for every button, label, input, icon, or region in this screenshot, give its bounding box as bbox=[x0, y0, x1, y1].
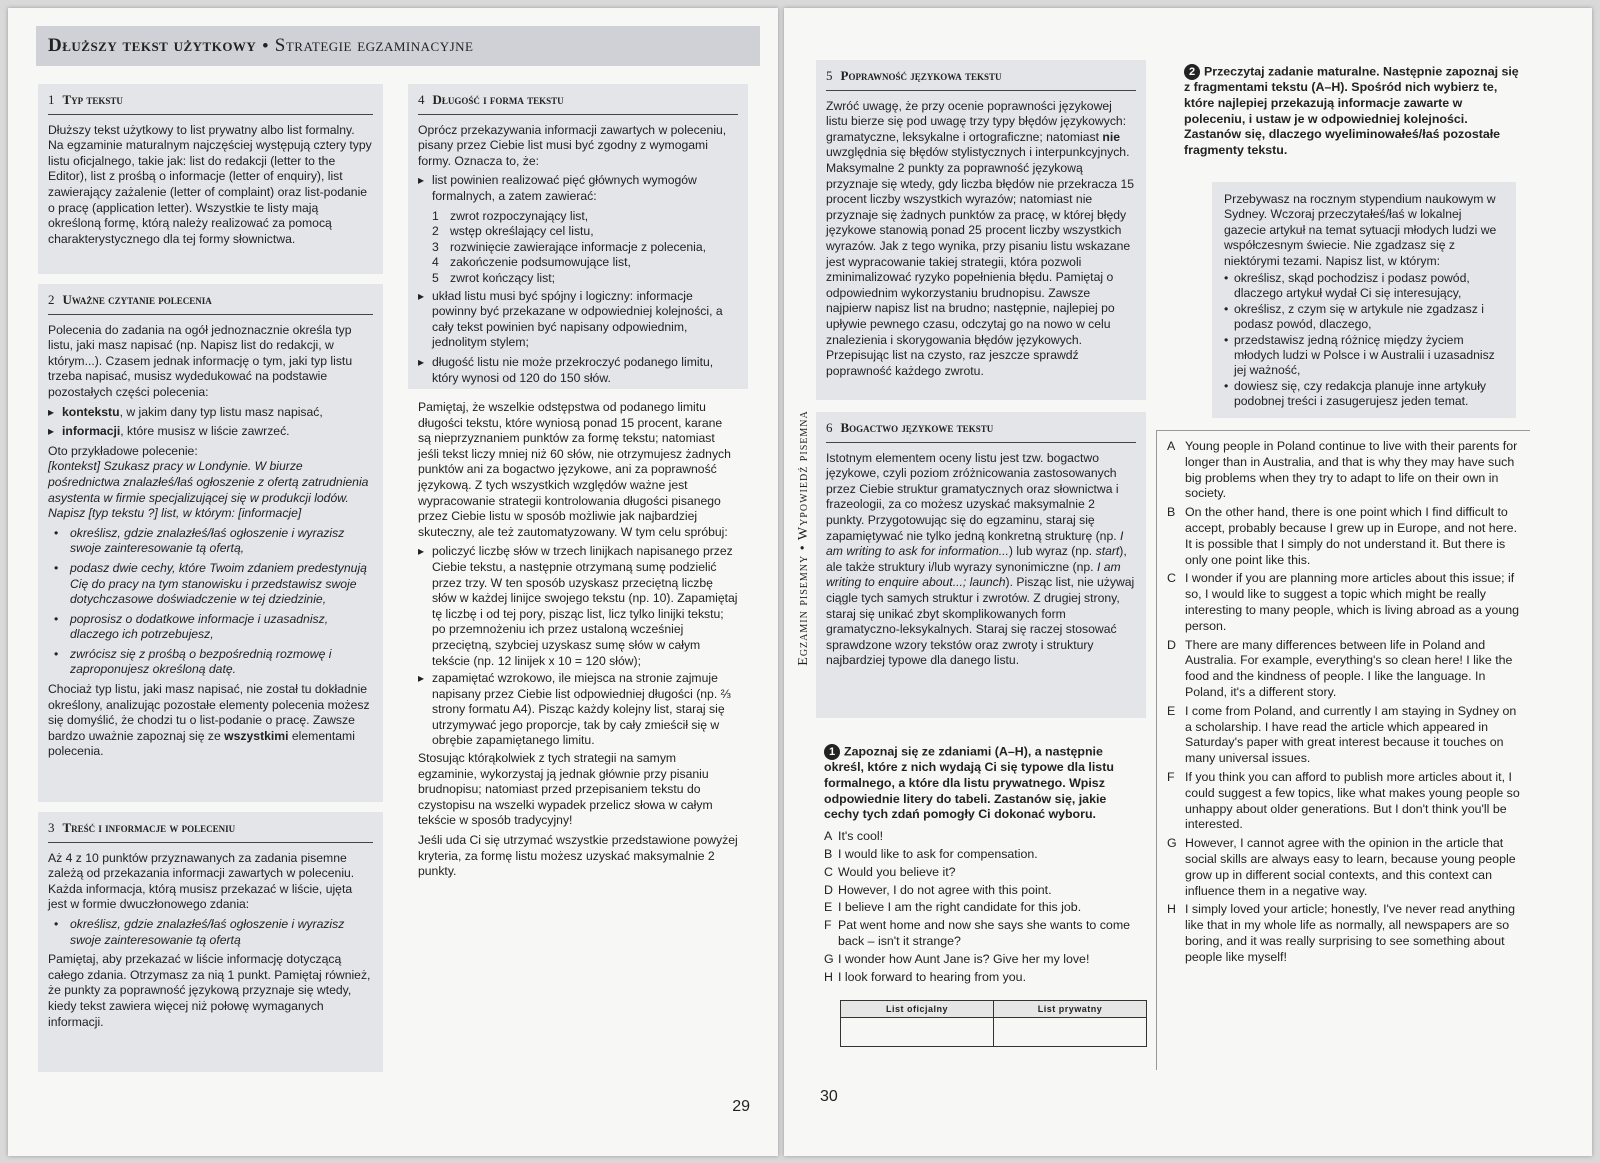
sentence-item: G I wonder how Aunt Jane is? Give her my love! bbox=[824, 951, 1090, 966]
form-requirement: 3 rozwinięcie zawierające informacje z polecenia, bbox=[432, 239, 707, 254]
answer-cell-private[interactable] bbox=[994, 1018, 1147, 1047]
fragment-item: F If you think you can afford to publish more articles about it, I could suggest a few topics, like what makes young people so unhappy about older generations. But I don't think you'll be interested. bbox=[1167, 769, 1520, 832]
exam-task-bullet: • określisz, skąd pochodzisz i podasz powód, dlaczego artykuł wydał Ci się interesujący, bbox=[1224, 271, 1504, 302]
table-header-official: List oficjalny bbox=[841, 1001, 994, 1018]
section-4-item: ▸ list powinien realizować pięć głównych wymogów formalnych, a zatem zawierać: bbox=[418, 173, 738, 204]
fragment-item: A Young people in Poland continue to live with their parents for longer than in Australia, and that is why they may have such big problems when they try to adapt to life on their own in society. bbox=[1167, 439, 1518, 501]
section-2-conclusion: Chociaż typ listu, jaki masz napisać, nie został tu dokładnie określony, analizując pozostałe elementy polecenia możesz się domyślić, że chodzi tu o list-podanie o pracę. Zawsze bardzo uważnie zapoznaj się ze wszystkimi elementami polecenia. bbox=[48, 682, 370, 759]
section-1-text: Dłuższy tekst użytkowy to list prywatny albo list formalny. Na egzaminie maturalnym najczęściej występują cztery typy listu oficjalnego, takie jak: list do redakcji (letter to the Editor), list z prośbą o informacje (letter of enquiry), list zawierający zażalenie (letter of complaint) oraz list-podanie o pracę (application letter). Wszystkie te listy mają określoną formę, którą należy realizować za pomocą charakterystycznego dla tej formy słownictwa. bbox=[48, 122, 372, 246]
left-page bbox=[8, 8, 778, 1156]
section-5-title: 5 Poprawność językowa tekstu bbox=[826, 60, 1136, 91]
section-2-text: Polecenia do zadania na ogół jednoznacznie określa typ listu, jaki masz napisać (np. Napisz list do redakcji, w którym...). Czasem jednak informację o tym, jaki typ listu trzeba napisać, musisz wydedukować na podstawie pozostałych części polecenia: bbox=[48, 322, 353, 399]
exam-task-bullet: • określisz, z czym się w artykule nie zgadzasz i podasz powód, dlaczego, bbox=[1224, 302, 1504, 333]
section-6-title: 6 Bogactwo językowe tekstu bbox=[826, 412, 1136, 443]
form-requirement: 5 zwrot kończący list; bbox=[432, 270, 555, 285]
sentence-item: F Pat went home and now she says she wants to come back – isn't it strange? bbox=[824, 918, 1131, 949]
form-requirement: 2 wstęp określający cel listu, bbox=[432, 224, 594, 239]
page-number: 29 bbox=[732, 1098, 750, 1115]
length-strategies-text: Pamiętaj, że wszelkie odstępstwa od podanego limitu długości tekstu, które wyniosą ponad 15 procent, karane są nieprzyznaniem punktów za formę tekstu; natomiast jeśli tekst liczy mniej niż 60 słów, nie otrzymujesz żadnych punktów ani za bogactwo językowe, ani za poprawność językową. Z tych wszystkich względów ważne jest wypracowanie strategii kontrolowania długości pisanego przez Ciebie listu w sposób możliwie jak najbardziej skuteczny, ale też zautomatyzowany. W tym celu spróbuj: ▸ policzyć liczbę słów w trzech linijkach napisanego przez Ciebie tekstu, a następnie otrzymaną sumę podzielić przez trzy. W ten sposób uzyskasz przeciętną liczbę słów w każdej linijce swojego tekstu (np. 10). Zapamiętaj tę liczbę i od tej pory, pisząc list, licz tylko linijki tekstu; po przemnożeniu ich przez ustaloną wcześniej przeciętną, szybciej uzyskasz sumę słów w całym tekście (np. 12 linijek x 10 = 120 słów); ▸ zapamiętać wzrokowo, ile miejsca na stronie zajmuje napisany przez Ciebie list odpowiedniej długości (np. ⅔ strony formatu A4). Pisząc każdy kolejny list, staraj się utrzymywać jego proporcje, tak by cały zmieścił się w obrębie zapamiętanego limitu. Stosując którąkolwiek z tych strategii na samym egzaminie, wykorzystaj ją jednak głównie przy pisaniu brudnopisu; natomiast przed przepisaniem tekstu do czystopisu na wszelki wypadek przelicz słowa w całym tekście w sposób tradycyjny! Jeśli uda Ci się utrzymać wszystkie przedstawione powyżej kryteria, za formę listu możesz uzyskać maksymalnie 2 punkty. bbox=[418, 400, 738, 880]
task-1-instruction: 1 Zapoznaj się ze zdaniami (A–H), a następnie określ, które z nich wydają Ci się typowe dla listu formalnego, a które dla listu prywatnego. Wpisz odpowiednie litery do tabeli. Zastanów się, jakie cechy tych zdań pomogły Ci dokonać wyboru. bbox=[824, 744, 1114, 822]
table-header-private: List prywatny bbox=[994, 1001, 1147, 1018]
sentence-item: C Would you believe it? bbox=[824, 864, 956, 879]
fragment-item: D There are many differences between life in Poland and Australia. For example, everything's so clean here! I like the food and the kindness of people. I like the language. In Poland, it's a different story. bbox=[1167, 637, 1513, 699]
example-bullet: • podasz dwie cechy, które Twoim zdaniem predestynują Cię do pracy na tym stanowisku i przedstawisz swoje dotychczasowe doświadczenie w tej dziedzinie, bbox=[48, 561, 373, 608]
page-header bbox=[36, 26, 760, 66]
form-requirement: 1 zwrot rozpoczynający list, bbox=[432, 208, 589, 223]
fragment-item: H I simply loved your article; honestly, I've never read anything like that in my whole life as normally, all newspapers are so boring, and it was really surprising to see something about people like myself! bbox=[1167, 902, 1515, 964]
section-3-text-2: Pamiętaj, aby przekazać w liście informację dotyczącą całego zdania. Otrzymasz za nią 1 punkt. Pamiętaj również, że punkty za poprawność językową przyznaje się wtedy, kiedy tekst zawiera więcej niż połowę wymaganych informacji. bbox=[48, 952, 371, 1029]
section-6-box bbox=[816, 412, 1146, 718]
section-5-text: Zwróć uwagę, że przy ocenie poprawności językowej listu bierze się pod uwagę trzy typy błędów językowych: gramatyczne, leksykalne i ortograficzne; natomiast nie uwzględnia się błędów stylistycznych i interpunkcyjnych. Maksymalne 2 punkty za poprawność językową przyznaje się wtedy, gdy liczba błędów nie przekracza 15 procent liczby wszystkich wyrazów; natomiast nie przyznaje się żadnych punktów za pracę, w której błędy językowe stanowią ponad 25 procent liczby wszystkich wyrazów. Jak z tego wynika, przy pisaniu listu wskazane jest wypracowanie takiej strategii, która pozwoli zminimalizować ryzyko popełnienia błędu. Pamiętaj o odpowiednim wykorzystaniu brudnopisu. Zawsze najpierw napisz list na brudno; następnie, najlepiej po upływie pewnego czasu, odczytaj go na nowo w celu znalezienia i skorygowania błędów językowych. Przepisując list na czysto, raz jeszcze sprawdź poprawność każdego zwrotu. bbox=[826, 98, 1135, 378]
section-4-title: 4 Długość i forma tekstu bbox=[418, 84, 738, 115]
header-title: Dłuższy tekst użytkowy bbox=[48, 35, 257, 56]
task-1 bbox=[824, 744, 1144, 987]
section-5-box bbox=[816, 60, 1146, 400]
section-1-title: 1 Typ tekstu bbox=[48, 84, 373, 115]
section-6-text: Istotnym elementem oceny listu jest tzw. bogactwo językowe, czyli poziom zróżnicowania zastosowanych przez Ciebie struktur gramatycznych oraz słownictwa i frazeologii, za co możesz uzyskać maksymalnie 2 punkty. Przygotowując się do egzaminu, staraj się zapamiętywać nie tylko jedną konkretną strukturę (np. I am writing to ask for information...) lub wyraz (np. start), ale także struktury i/lub wyrazy synonimiczne (np. I am writing to enquire about...; launch). Pisząc list, nie używaj ciągle tych samych struktur i zwrotów. Z drugiej strony, staraj się unikać zbyt skomplikowanych form gramatyczno-leksykalnych. Staraj się raczej stosować sprawdzone wzory tekstów oraz zwroty i struktury najbardziej typowe dla danego listu. bbox=[826, 450, 1135, 668]
section-2-box bbox=[38, 284, 383, 802]
task-2 bbox=[1184, 64, 1524, 165]
exam-task-text: Przebywasz na rocznym stypendium naukowym w Sydney. Wczoraj przeczytałeś/łaś w lokalnej gazecie artykuł na temat sytuacji młodych ludzi we współczesnym świecie. Nie zgadzasz się z niektórymi tezami. Napisz list, w którym: bbox=[1224, 192, 1497, 268]
strategy-item: ▸ policzyć liczbę słów w trzech linijkach napisanego przez Ciebie tekstu, a następnie otrzymaną sumę podzielić przez trzy. W ten sposób uzyskasz przeciętną liczbę słów w każdej linijce swojego tekstu (np. 10). Zapamiętaj tę liczbę i od tej pory, pisząc list, licz tylko linijki tekstu; po przemnożeniu ich przez ustaloną wcześniej przeciętną, szybciej uzyskasz sumę słów w całym tekście (np. 12 linijek x 10 = 120 słów); bbox=[418, 544, 738, 669]
section-3-box bbox=[38, 812, 383, 1072]
section-3-bullet: • określisz, gdzie znalazłeś/łaś ogłoszenie i wyrazisz swoje zainteresowanie tą ofertą bbox=[48, 917, 373, 948]
task-2-instruction: 2 Przeczytaj zadanie maturalne. Następnie zapoznaj się z fragmentami tekstu (A–H). Spośród nich wybierz te, które najlepiej przekazują informacje zawarte w poleceniu, i ustaw je w odpowiedniej kolejności. Zastanów się, dlaczego wyeliminowałeś/łaś pozostałe fragmenty tekstu. bbox=[1184, 64, 1519, 158]
section-3-text: Aż 4 z 10 punktów przyznawanych za zadania pisemne zależą od przekazania informacji zawartych w poleceniu. Każda informacja, którą musisz przekazać w liście, ujęta jest w formie dwuczłonowego zdania: bbox=[48, 850, 355, 912]
header-subtitle: Strategie egzaminacyjne bbox=[274, 35, 474, 56]
example-text: [kontekst] Szukasz pracy w Londynie. W biurze pośrednictwa znalazłeś/łaś ogłoszenie z ofertą zatrudnienia asystenta w firmie specjalizującej się w produkcji lodów. Napisz [typ tekstu ?] list, w którym: [informacje] bbox=[48, 459, 369, 521]
exam-task-bullet: • przedstawisz jedną różnicę między życiem młodych ludzi w Polsce i w Australii i uzasadnisz jej ważność, bbox=[1224, 333, 1504, 379]
section-1-box bbox=[38, 84, 383, 274]
section-4-box bbox=[408, 84, 748, 389]
answer-table bbox=[840, 1000, 1147, 1047]
sentence-item: H I look forward to hearing from you. bbox=[824, 969, 1027, 984]
strategy-item: ▸ zapamiętać wzrokowo, ile miejsca na stronie zajmuje napisany przez Ciebie list odpowiedniej długości (np. ⅔ strony formatu A4). Pisząc każdy kolejny list, staraj się utrzymywać jego proporcje, tak by cały zmieścił się w obrębie zapamiętanego limitu. bbox=[418, 671, 738, 749]
section-2-item-context: ▸ kontekstu, w jakim dany typ listu masz napisać, bbox=[48, 405, 373, 421]
fragments-list bbox=[1156, 430, 1530, 1070]
fragment-item: G However, I cannot agree with the opinion in the article that social skills are always easy to learn, because young people grow up in different social contexts, and this context can influence them in a negative way. bbox=[1167, 836, 1516, 898]
side-section-label: Egzamin pisemny • Wypowiedź pisemna bbox=[796, 410, 811, 666]
section-2-title: 2 Uważne czytanie polecenia bbox=[48, 284, 373, 315]
sentence-item: D However, I do not agree with this point. bbox=[824, 882, 1052, 897]
form-requirements-list bbox=[432, 209, 738, 287]
section-3-title: 3 Treść i informacje w poleceniu bbox=[48, 812, 373, 843]
exam-task-box bbox=[1212, 182, 1516, 418]
sentence-item: A It's cool! bbox=[824, 829, 884, 844]
answer-cell-official[interactable] bbox=[841, 1018, 994, 1047]
exam-task-bullet: • dowiesz się, czy redakcja planuje inne artykuły podobnej treści i zasugerujesz jeden temat. bbox=[1224, 379, 1504, 410]
right-page bbox=[784, 8, 1592, 1156]
header-separator: • bbox=[262, 36, 269, 55]
example-bullet: • określisz, gdzie znalazłeś/łaś ogłoszenie i wyrazisz swoje zainteresowanie tą ofertą, bbox=[48, 526, 373, 557]
example-intro: Oto przykładowe polecenie: bbox=[48, 443, 198, 458]
form-requirement: 4 zakończenie podsumowujące list, bbox=[432, 255, 631, 270]
section-2-item-info: ▸ informacji, które musisz w liście zawrzeć. bbox=[48, 424, 373, 440]
sentence-item: B I would like to ask for compensation. bbox=[824, 847, 1038, 862]
example-bullet: • zwrócisz się z prośbą o bezpośrednią rozmowę i zaproponujesz określoną datę. bbox=[48, 647, 373, 678]
fragment-item: C I wonder if you are planning more articles about this issue; if so, I would like to suggest a topic which might be really interesting to many people, which is living abroad as a young person. bbox=[1167, 571, 1520, 633]
section-4-text: Oprócz przekazywania informacji zawartych w poleceniu, pisany przez Ciebie list musi być zgodny z wymogami formy. Oznacza to, że: bbox=[418, 122, 727, 168]
fragment-item: B On the other hand, there is one point which I find difficult to accept, probably because I grew up in Europe, and not here. It is possible that I simply do not understand it. But there is only one point like this. bbox=[1167, 505, 1518, 567]
section-4-item: ▸ długość listu nie może przekroczyć podanego limitu, który wynosi od 120 do 150 słów. bbox=[418, 355, 738, 386]
task-number-icon: 1 bbox=[824, 744, 840, 760]
task-number-icon: 2 bbox=[1184, 64, 1200, 80]
section-4-item: ▸ układ listu musi być spójny i logiczny: informacje powinny być przekazane w odpowiedniej kolejności, a cały tekst powinien być napisany odpowiednim, jednolitym stylem; bbox=[418, 289, 738, 351]
fragment-item: E I come from Poland, and currently I am staying in Sydney on a scholarship. I have read the article which appeared in Saturday's paper with great interest because it touches on many universal issues. bbox=[1167, 703, 1517, 766]
page-number: 30 bbox=[820, 1088, 838, 1105]
sentence-item: E I believe I am the right candidate for this job. bbox=[824, 900, 1082, 915]
example-bullet: • poprosisz o dodatkowe informacje i uzasadnisz, dlaczego ich potrzebujesz, bbox=[48, 612, 373, 643]
